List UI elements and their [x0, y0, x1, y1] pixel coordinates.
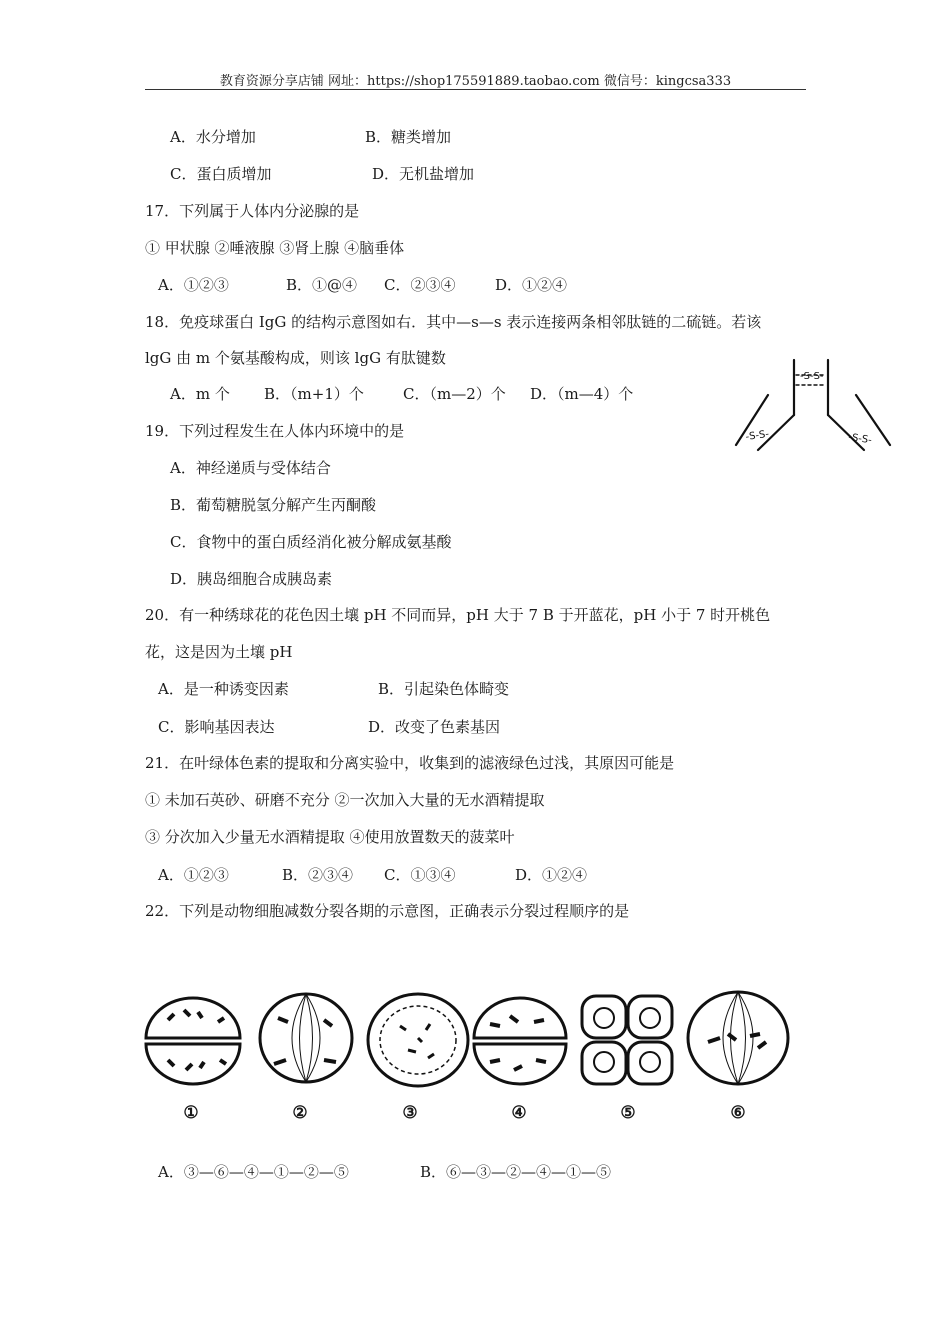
meiosis-cell-figures [138, 990, 798, 1130]
q20-option-c: C．影响基因表达 [158, 718, 275, 736]
q22-stem: 22．下列是动物细胞减数分裂各期的示意图，正确表示分裂过程顺序的是 [145, 902, 630, 920]
q16-option-a: A．水分增加 [170, 128, 256, 146]
q18-stem-line2: lgG 由 m 个氨基酸构成，则该 lgG 有肽键数 [145, 349, 446, 367]
q19-option-b: B．葡萄糖脱氢分解产生丙酮酸 [170, 496, 377, 514]
q19-option-a: A．神经递质与受体结合 [170, 459, 331, 477]
q17-items: ① 甲状腺 ②唾液腺 ③肾上腺 ④脑垂体 [145, 239, 405, 257]
q21-option-b: B．②③④ [282, 866, 354, 884]
q17-option-b: B．①@④ [286, 276, 358, 294]
page-header: 教育资源分享店铺 网址：https://shop175591889.taobao.com 微信号：kingcsa333 [219, 74, 732, 89]
q17-option-a: A．①②③ [158, 276, 229, 294]
cell-figure-5 [582, 996, 672, 1084]
q22-option-b: B．⑥—③—②—④—①—⑤ [420, 1163, 612, 1181]
q20-stem-line1: 20．有一种绣球花的花色因土壤 pH 不同而异，pH 大于 7 B 于开蓝花，pH 小于 7 时开桃色 [145, 606, 771, 624]
q21-stem: 21．在叶绿体色素的提取和分离实验中，收集到的滤液绿色过浅，其原因可能是 [145, 754, 675, 772]
q16-option-d: D．无机盐增加 [372, 165, 475, 183]
cell-figure-3 [368, 994, 468, 1086]
cell-label-4: ④ [511, 1103, 527, 1123]
cell-figure-2 [260, 994, 352, 1082]
cell-figure-6 [688, 992, 788, 1084]
cell-label-1: ① [183, 1103, 199, 1123]
q17-stem: 17．下列属于人体内分泌腺的是 [145, 202, 360, 220]
cell-figure-1 [146, 998, 240, 1084]
igg-structure-diagram [728, 355, 896, 455]
q21-option-d: D．①②④ [515, 866, 588, 884]
q21-option-a: A．①②③ [158, 866, 229, 884]
q18-option-d: D．（m—4）个 [530, 385, 634, 403]
q19-option-d: D．胰岛细胞合成胰岛素 [170, 570, 333, 588]
igg-label-left: -S-S- [744, 428, 770, 443]
cell-label-5: ⑤ [620, 1103, 636, 1123]
q18-option-a: A．m 个 [170, 385, 230, 403]
q17-option-c: C．②③④ [384, 276, 456, 294]
q20-stem-line2: 花，这是因为土壤 pH [145, 643, 293, 661]
cell-label-6: ⑥ [730, 1103, 746, 1123]
q16-option-c: C．蛋白质增加 [170, 165, 272, 183]
igg-label-top: -S-S- [800, 371, 824, 382]
q17-option-d: D．①②④ [495, 276, 568, 294]
header-divider [145, 89, 806, 90]
q18-stem-line1: 18．免疫球蛋白 IgG 的结构示意图如右．其中—s—s 表示连接两条相邻肽链的二硫链。若该 [145, 313, 762, 331]
q19-stem: 19．下列过程发生在人体内环境中的是 [145, 422, 405, 440]
q22-option-a: A．③—⑥—④—①—②—⑤ [158, 1163, 349, 1181]
cell-label-3: ③ [402, 1103, 418, 1123]
q18-option-c: C．（m—2）个 [403, 385, 506, 403]
q19-option-c: C．食物中的蛋白质经消化被分解成氨基酸 [170, 533, 452, 551]
q20-option-a: A．是一种诱变因素 [158, 680, 289, 698]
q21-items-line1: ① 未加石英砂、研磨不充分 ②一次加入大量的无水酒精提取 [145, 791, 545, 809]
q20-option-d: D．改变了色素基因 [368, 718, 501, 736]
q16-option-b: B．糖类增加 [365, 128, 452, 146]
cell-figure-4 [474, 998, 566, 1084]
q21-items-line2: ③ 分次加入少量无水酒精提取 ④使用放置数天的菠菜叶 [145, 828, 515, 846]
q20-option-b: B．引起染色体畸变 [378, 680, 510, 698]
q18-option-b: B．（m+1）个 [264, 385, 364, 403]
igg-label-right: -S-S- [847, 432, 873, 447]
cell-label-2: ② [292, 1103, 308, 1123]
q21-option-c: C．①③④ [384, 866, 456, 884]
